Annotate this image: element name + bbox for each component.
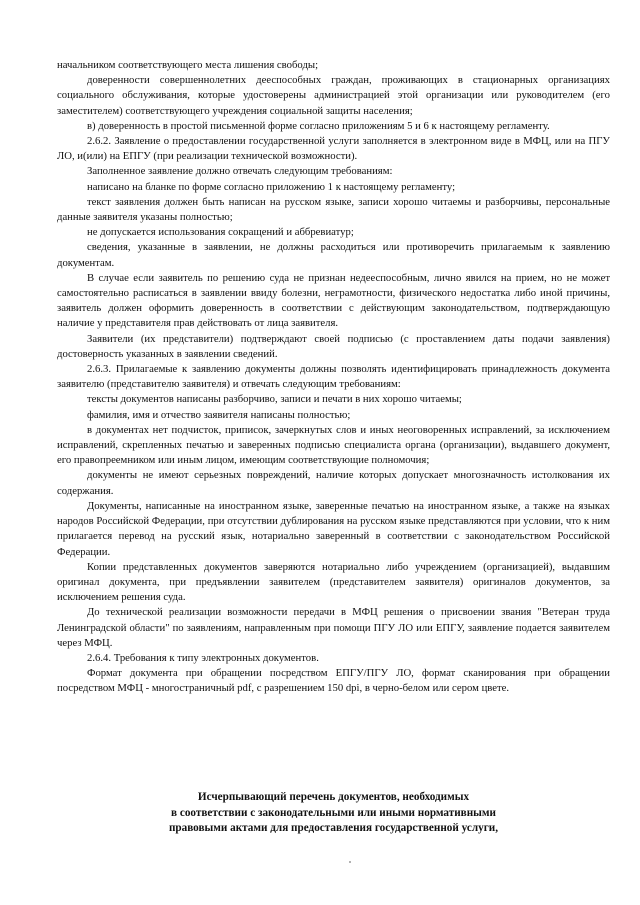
paragraph: Заявители (их представители) подтверждают своей подписью (с проставлением даты подачи заявления) достоверность указанных в заявлении сведений. (57, 332, 610, 360)
paragraph: начальником соответствующего места лишения свободы; (57, 59, 319, 71)
paragraph: написано на бланке по форме согласно приложению 1 к настоящему регламенту; (87, 180, 456, 193)
paragraph: фамилия, имя и отчество заявителя написаны полностью; (87, 408, 351, 421)
paragraph: текст заявления должен быть написан на русском языке, записи хорошо читаемы и разборчивы, персональные данные заявителя указаны полностью; (57, 195, 610, 224)
paragraph: не допускается использования сокращений и аббревиатур; (87, 226, 354, 239)
section-heading (57, 790, 610, 837)
paragraph: в) доверенность в простой письменной форме согласно приложениям 5 и 6 к настоящему регламенту. (87, 119, 550, 132)
paragraph: Заполненное заявление должно отвечать следующим требованиям: (87, 165, 393, 178)
paragraph: 2.6.4. Требования к типу электронных документов. (87, 651, 319, 664)
paragraph: тексты документов написаны разборчиво, записи и печати в них хорошо читаемы; (87, 393, 462, 406)
paragraph: 2.6.2. Заявление о предоставлении государственной услуги заполняется в электронном виде в МФЦ, или на ПГУ ЛО, и(или) на ЕПГУ (при реализации технической возможности). (57, 135, 610, 163)
paragraph: доверенности совершеннолетних дееспособных граждан, проживающих в стационарных организациях социального обслуживания, которые удостоверены администрацией этой организации или руководителем (его заместителем) соответствующего учреждения социальной защиты населения; (57, 74, 610, 117)
paragraph: Документы, написанные на иностранном языке, заверенные печатью на иностранном языке, а также на языках народов Российской Федерации, при отсутствии дублирования на русском языке представляются при условии, что к ним прилагается перевод на русский язык, нотариально заверенный в соответствии с законодательством Российской Федерации. (57, 499, 610, 558)
heading-line: правовыми актами для предоставления государственной услуги, (168, 822, 499, 834)
paragraph: Копии представленных документов заверяются нотариально либо учреждением (организацией), выдавшим оригинал документа, при предъявлении заявителем (представителем заявителя) оригиналов документов, за исключением решения суда. (57, 560, 610, 604)
paragraph: документы не имеют серьезных повреждений, наличие которых допускает многозначность истолкования их содержания. (57, 469, 610, 497)
paragraph: сведения, указанные в заявлении, не должны расходиться или противоречить прилагаемым к заявлению документам. (57, 241, 610, 269)
paragraph: 2.6.3. Прилагаемые к заявлению документы должны позволять идентифицировать принадлежность документа заявителю (представителю заявителя) и отвечать следующим требованиям: (57, 363, 610, 391)
paragraph: в документах нет подчисток, приписок, зачеркнутых слов и иных неоговоренных исправлений, за исключением исправлений, скрепленных печатью и заверенных подписью специалиста органа (организации), выдавшего документ, его правопреемником или иным лицом, имеющим соответствующие полномочия; (57, 423, 610, 467)
heading-line: Исчерпывающий перечень документов, необходимых (197, 791, 470, 803)
paragraph: В случае если заявитель по решению суда не признан недееспособным, лично явился на прием, но не может самостоятельно расписаться в заявлении ввиду болезни, неграмотности, физического недостатка либо иной причины, заявитель должен оформить доверенность в соответствии с действующим законодательством, подтверждающую наличие у представителя прав действовать от лица заявителя. (57, 271, 610, 330)
scan-speck (349, 861, 351, 863)
document-body (57, 58, 610, 697)
heading-line: в соответствии с законодательными или иными нормативными (171, 806, 496, 819)
paragraph: Формат документа при обращении посредством ЕПГУ/ПГУ ЛО, формат сканирования при обращении посредством МФЦ - многостраничный pdf, с разрешением 150 dpi, в черно-белом или сером цвете. (57, 667, 610, 695)
paragraph: До технической реализации возможности передачи в МФЦ решения о присвоении звания "Ветеран труда Ленинградской области" по заявлениям, направленным при помощи ПГУ ЛО или ЕПГУ, заявление подается заявителем через МФЦ. (57, 606, 610, 649)
